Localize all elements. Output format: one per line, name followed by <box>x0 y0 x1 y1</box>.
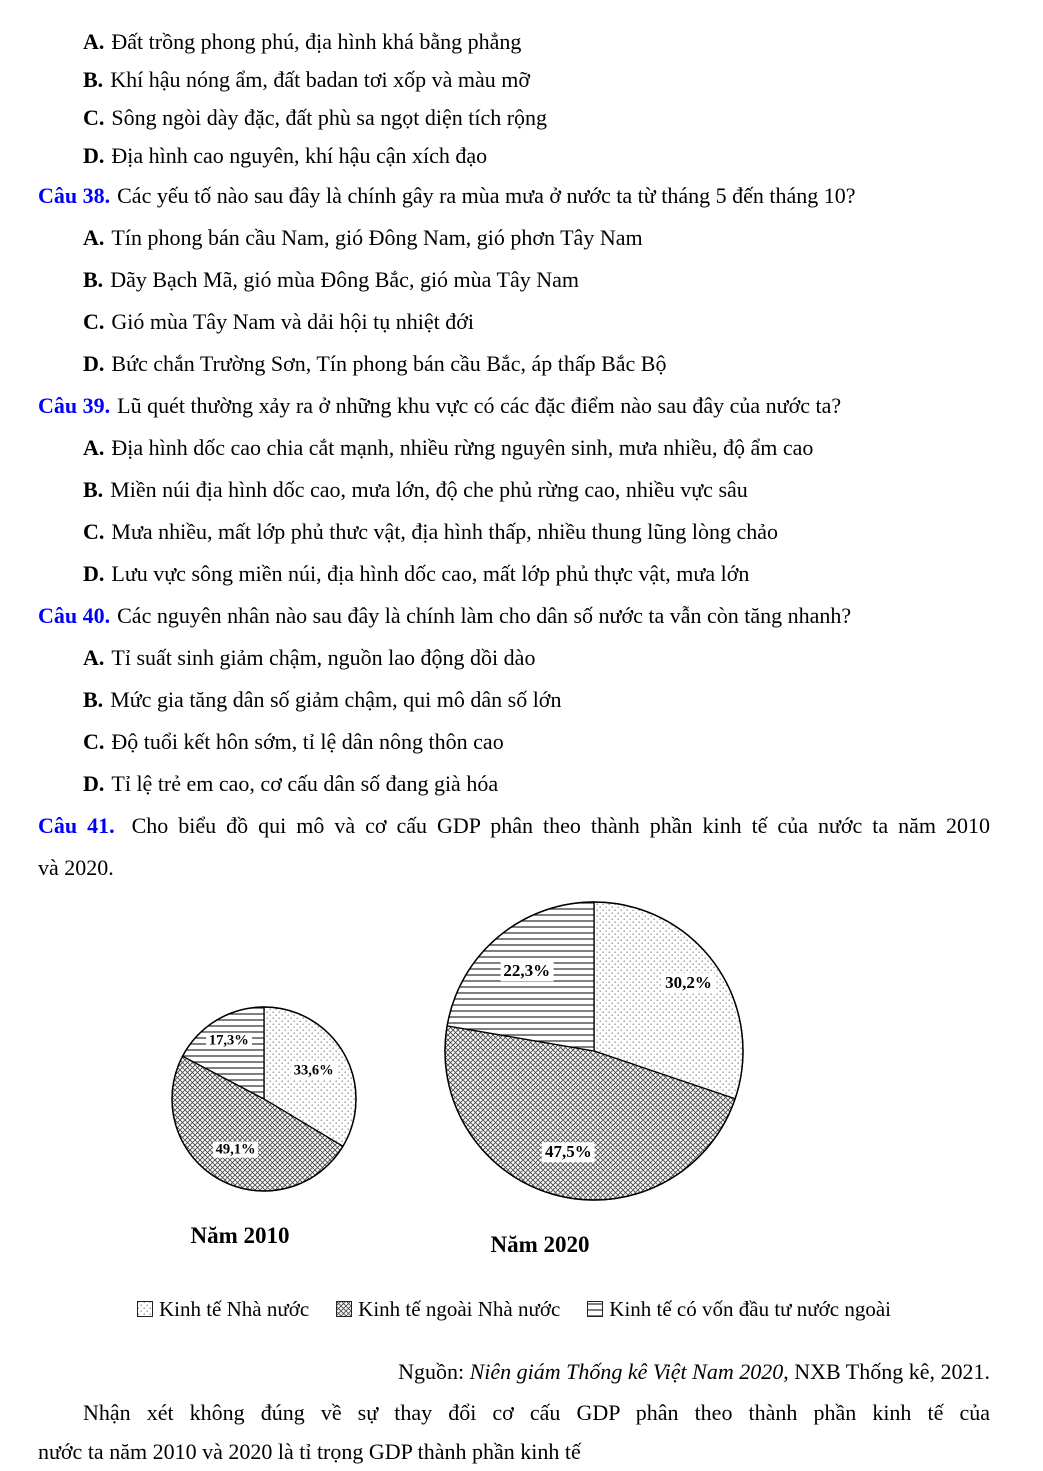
option-text: Mức gia tăng dân số giảm chậm, qui mô dân số lớn <box>110 687 562 712</box>
pie-value-label: 49,1% <box>213 1141 259 1158</box>
option-text: Mưa nhiều, mất lớp phủ thưc vật, địa hình thấp, nhiều thung lũng lòng chảo <box>111 519 779 544</box>
option-line <box>38 637 990 679</box>
option-label: B. <box>83 267 104 292</box>
source-suffix: , NXB Thống kê, 2021. <box>783 1359 990 1384</box>
pie-value-label: 47,5% <box>542 1142 595 1162</box>
option-label: D. <box>83 561 105 586</box>
option-label: A. <box>83 29 105 54</box>
question-text: Các yếu tố nào sau đây là chính gây ra mùa mưa ở nước ta từ tháng 5 đến tháng 10? <box>117 183 856 208</box>
question-40 <box>38 595 990 805</box>
hlines-swatch-icon <box>587 1301 603 1317</box>
previous-question-options <box>38 23 990 175</box>
option-text: Địa hình cao nguyên, khí hậu cận xích đạo <box>111 143 488 168</box>
question-text: Các nguyên nhân nào sau đây là chính làm cho dân số nước ta vẫn còn tăng nhanh? <box>117 603 852 628</box>
option-text: Bức chắn Trường Sơn, Tín phong bán cầu Bắc, áp thấp Bắc Bộ <box>111 351 667 376</box>
option-line <box>38 137 990 175</box>
option-label: B. <box>83 477 104 502</box>
closing-paragraph <box>38 1393 990 1471</box>
source-title-italic: Niên giám Thống kê Việt Nam 2020 <box>469 1359 784 1384</box>
crosshatch-swatch-icon <box>336 1301 352 1317</box>
question-text: Cho biểu đồ qui mô và cơ cấu GDP phân theo thành phần kinh tế của nước ta năm 2010 <box>131 813 991 838</box>
pie-2020 <box>443 900 745 1208</box>
pie-value-label: 17,3% <box>206 1032 252 1049</box>
option-text: Gió mùa Tây Nam và dải hội tụ nhiệt đới <box>111 309 474 334</box>
option-line <box>38 99 990 137</box>
question-number: Câu 40. <box>38 603 111 628</box>
legend-item-state-economy <box>137 1297 309 1322</box>
question-38 <box>38 175 990 385</box>
dotted-swatch-icon <box>137 1301 153 1317</box>
pie-value-label: 22,3% <box>500 961 553 981</box>
legend-item-foreign-invested-economy <box>587 1297 891 1322</box>
question-text-continued: và 2020. <box>38 855 114 880</box>
question-text: Lũ quét thường xảy ra ở những khu vực có các đặc điểm nào sau đây của nước ta? <box>117 393 842 418</box>
option-line <box>38 511 990 553</box>
option-text: Tỉ lệ trẻ em cao, cơ cấu dân số đang già hóa <box>111 771 499 796</box>
pie-2010-svg <box>170 1005 358 1193</box>
chart-legend <box>38 1289 990 1329</box>
option-text: Lưu vực sông miền núi, địa hình dốc cao, mất lớp phủ thực vật, mưa lớn <box>111 561 750 586</box>
source-prefix: Nguồn: <box>398 1359 470 1384</box>
question-line <box>38 805 990 847</box>
option-label: C. <box>83 309 105 334</box>
option-label: C. <box>83 519 105 544</box>
legend-label: Kinh tế có vốn đầu tư nước ngoài <box>609 1296 892 1321</box>
option-label: D. <box>83 351 105 376</box>
option-line <box>38 721 990 763</box>
option-text: Miền núi địa hình dốc cao, mưa lớn, độ che phủ rừng cao, nhiều vực sâu <box>110 477 748 502</box>
option-label: C. <box>83 105 105 130</box>
question-41 <box>38 805 990 889</box>
option-line <box>38 301 990 343</box>
option-line <box>38 23 990 61</box>
option-label: D. <box>83 771 105 796</box>
option-label: A. <box>83 645 105 670</box>
option-text: Địa hình dốc cao chia cắt mạnh, nhiều rừng nguyên sinh, mưa nhiều, độ ẩm cao <box>111 435 814 460</box>
option-line <box>38 343 990 385</box>
option-line <box>38 553 990 595</box>
option-line <box>38 469 990 511</box>
option-text: Tỉ suất sinh giảm chậm, nguồn lao động dồi dào <box>111 645 536 670</box>
option-label: A. <box>83 225 105 250</box>
pie-2010 <box>170 1005 358 1199</box>
legend-item-non-state-economy <box>336 1297 560 1322</box>
option-text: Sông ngòi dày đặc, đất phù sa ngọt diện tích rộng <box>111 105 548 130</box>
question-line <box>38 175 990 217</box>
source-line <box>38 1351 990 1393</box>
pie-chart-figure <box>38 889 990 1289</box>
pie-2020-caption: Năm 2020 <box>490 1232 590 1257</box>
option-line <box>38 217 990 259</box>
option-label: A. <box>83 435 105 460</box>
option-line <box>38 679 990 721</box>
option-label: B. <box>83 67 104 92</box>
option-label: D. <box>83 143 105 168</box>
question-line <box>38 595 990 637</box>
option-text: Tín phong bán cầu Nam, gió Đông Nam, gió phơn Tây Nam <box>111 225 643 250</box>
option-label: B. <box>83 687 104 712</box>
question-line <box>38 385 990 427</box>
question-number: Câu 41. <box>38 813 115 838</box>
closing-line: nước ta năm 2010 và 2020 là tỉ trọng GDP thành phần kinh tế <box>38 1439 581 1464</box>
pie-2010-caption: Năm 2010 <box>190 1223 290 1248</box>
question-39 <box>38 385 990 595</box>
option-text: Khí hậu nóng ẩm, đất badan tơi xốp và màu mỡ <box>110 67 530 92</box>
option-label: C. <box>83 729 105 754</box>
option-text: Đất trồng phong phú, địa hình khá bằng phẳng <box>111 29 522 54</box>
option-text: Dãy Bạch Mã, gió mùa Đông Bắc, gió mùa Tây Nam <box>110 267 580 292</box>
option-line <box>38 763 990 805</box>
option-text: Độ tuổi kết hôn sớm, tỉ lệ dân nông thôn cao <box>111 729 504 754</box>
pie-value-label: 33,6% <box>291 1063 337 1080</box>
legend-label: Kinh tế Nhà nước <box>158 1296 310 1321</box>
question-number: Câu 39. <box>38 393 111 418</box>
option-line <box>38 61 990 99</box>
option-line <box>38 259 990 301</box>
question-number: Câu 38. <box>38 183 111 208</box>
legend-label: Kinh tế ngoài Nhà nước <box>358 1296 561 1321</box>
pie-value-label: 30,2% <box>662 973 715 993</box>
closing-line: Nhận xét không đúng về sự thay đổi cơ cấu GDP phân theo thành phần kinh tế của <box>83 1400 990 1425</box>
option-line <box>38 427 990 469</box>
